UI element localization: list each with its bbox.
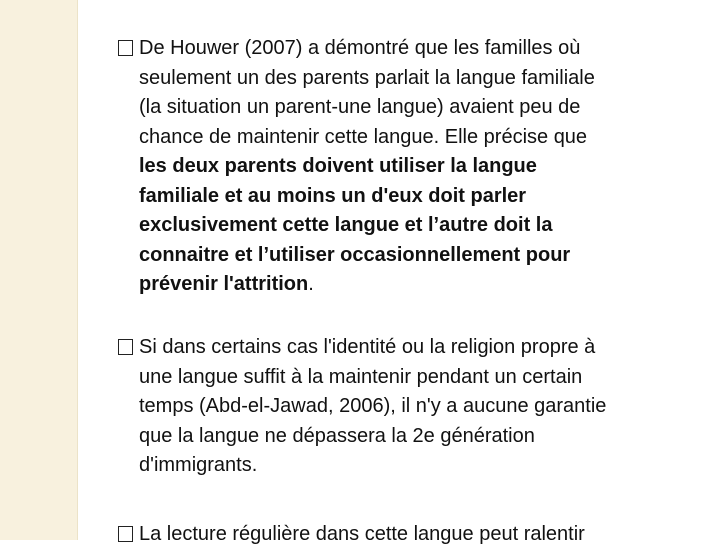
bullet-box-icon bbox=[118, 40, 133, 56]
sentence-end: . bbox=[308, 273, 314, 295]
text-line: (la situation un parent-une langue) avaient peu de bbox=[139, 96, 581, 118]
line-text: De Houwer (2007) a démontré que les familles où bbox=[139, 37, 581, 59]
bold-text-line: les deux parents doivent utiliser la langue bbox=[139, 155, 537, 177]
left-decorative-band bbox=[0, 0, 78, 540]
text-line: chance de maintenir cette langue. Elle précise que bbox=[139, 125, 588, 148]
bold-text-line: exclusivement cette langue et l’autre doit la bbox=[139, 214, 553, 236]
text-line bbox=[118, 34, 704, 64]
bullet-box-icon bbox=[118, 339, 133, 355]
text-line: temps (Abd-el-Jawad, 2006), il n'y a aucune garantie bbox=[139, 395, 607, 417]
text-line bbox=[118, 270, 704, 300]
line-text: La lecture régulière dans cette langue peut ralentir bbox=[139, 523, 585, 545]
bold-text-line: familiale et au moins un d'eux doit parler bbox=[139, 184, 527, 207]
bullet-paragraph-2 bbox=[118, 333, 704, 481]
text-line: que la langue ne dépassera la 2e génération bbox=[139, 424, 535, 447]
bullet-paragraph-3 bbox=[118, 520, 704, 550]
text-line bbox=[118, 333, 704, 363]
text-line bbox=[118, 520, 704, 550]
bullet-paragraph-1 bbox=[118, 34, 704, 300]
text-line: seulement un des parents parlait la langue familiale bbox=[139, 66, 595, 89]
bold-text: prévenir l'attrition bbox=[139, 273, 309, 295]
text-line: d'immigrants. bbox=[139, 454, 258, 476]
text-line: une langue suffit à la maintenir pendant un certain bbox=[139, 365, 583, 388]
line-text: Si dans certains cas l'identité ou la religion propre à bbox=[139, 336, 596, 358]
bold-text-line: connaitre et l’utiliser occasionnellement pour bbox=[139, 243, 571, 266]
